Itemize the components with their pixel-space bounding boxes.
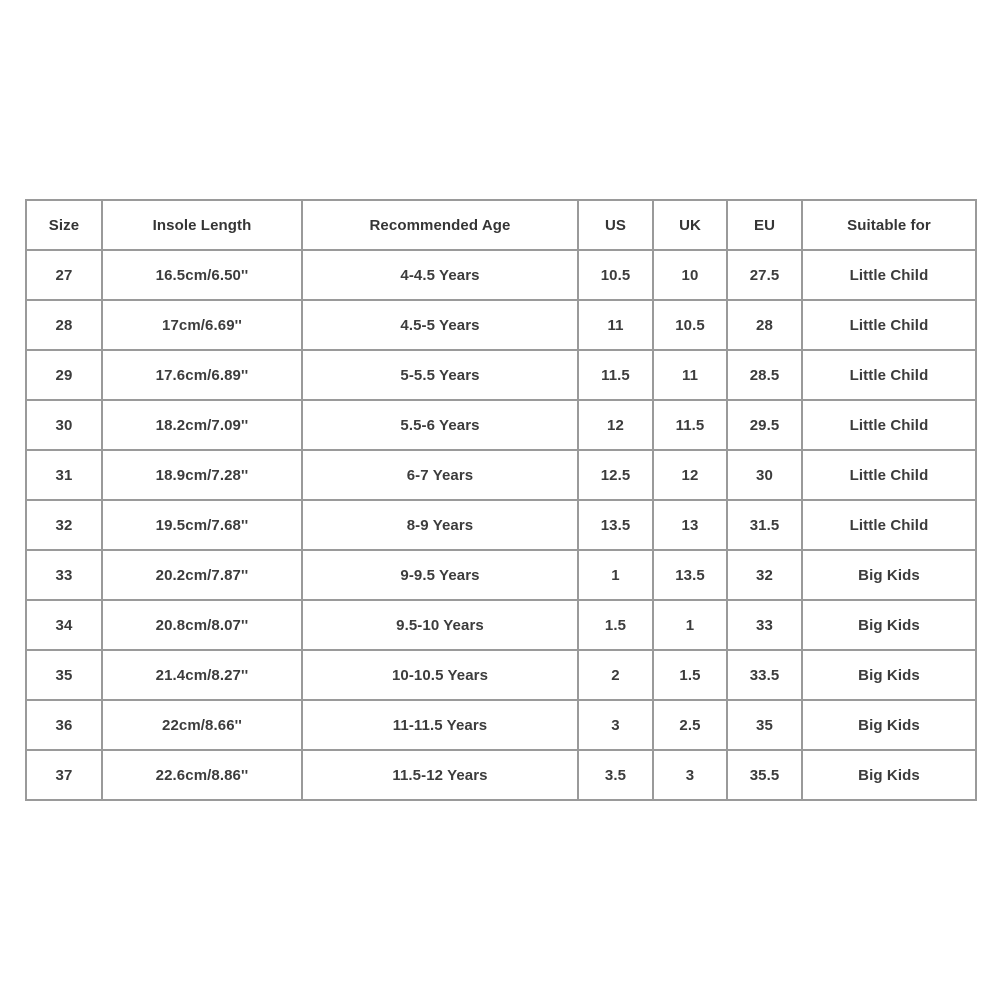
- header-insole-length: Insole Length: [102, 200, 302, 250]
- cell-suitable-for: Little Child: [802, 400, 976, 450]
- cell-uk: 13.5: [653, 550, 727, 600]
- cell-insole-length: 22cm/8.66'': [102, 700, 302, 750]
- cell-recommended-age: 11-11.5 Years: [302, 700, 578, 750]
- cell-eu: 29.5: [727, 400, 802, 450]
- cell-us: 10.5: [578, 250, 653, 300]
- cell-eu: 33: [727, 600, 802, 650]
- cell-size: 29: [26, 350, 102, 400]
- cell-eu: 35.5: [727, 750, 802, 800]
- table-body: [26, 250, 976, 800]
- cell-recommended-age: 4-4.5 Years: [302, 250, 578, 300]
- cell-eu: 27.5: [727, 250, 802, 300]
- cell-eu: 32: [727, 550, 802, 600]
- cell-suitable-for: Big Kids: [802, 550, 976, 600]
- cell-insole-length: 22.6cm/8.86'': [102, 750, 302, 800]
- cell-us: 12: [578, 400, 653, 450]
- cell-eu: 31.5: [727, 500, 802, 550]
- cell-suitable-for: Big Kids: [802, 700, 976, 750]
- cell-us: 11: [578, 300, 653, 350]
- table-row: [26, 250, 976, 300]
- cell-size: 35: [26, 650, 102, 700]
- cell-eu: 35: [727, 700, 802, 750]
- cell-insole-length: 18.2cm/7.09'': [102, 400, 302, 450]
- cell-insole-length: 17.6cm/6.89'': [102, 350, 302, 400]
- cell-us: 1: [578, 550, 653, 600]
- cell-size: 28: [26, 300, 102, 350]
- cell-uk: 11: [653, 350, 727, 400]
- cell-recommended-age: 9-9.5 Years: [302, 550, 578, 600]
- cell-recommended-age: 8-9 Years: [302, 500, 578, 550]
- cell-size: 32: [26, 500, 102, 550]
- cell-insole-length: 19.5cm/7.68'': [102, 500, 302, 550]
- cell-recommended-age: 9.5-10 Years: [302, 600, 578, 650]
- cell-suitable-for: Little Child: [802, 450, 976, 500]
- cell-recommended-age: 6-7 Years: [302, 450, 578, 500]
- cell-recommended-age: 4.5-5 Years: [302, 300, 578, 350]
- table-row: [26, 400, 976, 450]
- cell-insole-length: 18.9cm/7.28'': [102, 450, 302, 500]
- header-uk: UK: [653, 200, 727, 250]
- table-row: [26, 350, 976, 400]
- cell-size: 27: [26, 250, 102, 300]
- header-size: Size: [26, 200, 102, 250]
- cell-uk: 13: [653, 500, 727, 550]
- cell-eu: 28.5: [727, 350, 802, 400]
- cell-uk: 10.5: [653, 300, 727, 350]
- cell-us: 3: [578, 700, 653, 750]
- cell-us: 13.5: [578, 500, 653, 550]
- cell-eu: 28: [727, 300, 802, 350]
- cell-recommended-age: 5.5-6 Years: [302, 400, 578, 450]
- cell-insole-length: 20.8cm/8.07'': [102, 600, 302, 650]
- cell-uk: 2.5: [653, 700, 727, 750]
- cell-insole-length: 16.5cm/6.50'': [102, 250, 302, 300]
- header-suitable-for: Suitable for: [802, 200, 976, 250]
- cell-suitable-for: Big Kids: [802, 650, 976, 700]
- cell-us: 11.5: [578, 350, 653, 400]
- cell-size: 37: [26, 750, 102, 800]
- cell-uk: 3: [653, 750, 727, 800]
- cell-suitable-for: Little Child: [802, 300, 976, 350]
- cell-recommended-age: 11.5-12 Years: [302, 750, 578, 800]
- cell-us: 1.5: [578, 600, 653, 650]
- cell-suitable-for: Big Kids: [802, 750, 976, 800]
- cell-size: 31: [26, 450, 102, 500]
- table-header: [26, 200, 976, 250]
- cell-suitable-for: Big Kids: [802, 600, 976, 650]
- cell-uk: 10: [653, 250, 727, 300]
- header-eu: EU: [727, 200, 802, 250]
- cell-insole-length: 21.4cm/8.27'': [102, 650, 302, 700]
- cell-recommended-age: 10-10.5 Years: [302, 650, 578, 700]
- header-us: US: [578, 200, 653, 250]
- cell-uk: 1: [653, 600, 727, 650]
- cell-recommended-age: 5-5.5 Years: [302, 350, 578, 400]
- cell-suitable-for: Little Child: [802, 250, 976, 300]
- cell-size: 36: [26, 700, 102, 750]
- cell-size: 30: [26, 400, 102, 450]
- cell-us: 12.5: [578, 450, 653, 500]
- cell-size: 33: [26, 550, 102, 600]
- cell-insole-length: 20.2cm/7.87'': [102, 550, 302, 600]
- header-recommended-age: Recommended Age: [302, 200, 578, 250]
- cell-eu: 33.5: [727, 650, 802, 700]
- cell-us: 2: [578, 650, 653, 700]
- cell-uk: 1.5: [653, 650, 727, 700]
- header-row: [26, 200, 976, 250]
- cell-suitable-for: Little Child: [802, 350, 976, 400]
- cell-eu: 30: [727, 450, 802, 500]
- cell-suitable-for: Little Child: [802, 500, 976, 550]
- cell-us: 3.5: [578, 750, 653, 800]
- cell-uk: 12: [653, 450, 727, 500]
- table-row: [26, 700, 976, 750]
- table-row: [26, 750, 976, 800]
- table-row: [26, 300, 976, 350]
- table-row: [26, 600, 976, 650]
- table-row: [26, 550, 976, 600]
- table-row: [26, 500, 976, 550]
- cell-uk: 11.5: [653, 400, 727, 450]
- table-row: [26, 650, 976, 700]
- cell-insole-length: 17cm/6.69'': [102, 300, 302, 350]
- cell-size: 34: [26, 600, 102, 650]
- size-chart-table: [25, 199, 977, 801]
- table-row: [26, 450, 976, 500]
